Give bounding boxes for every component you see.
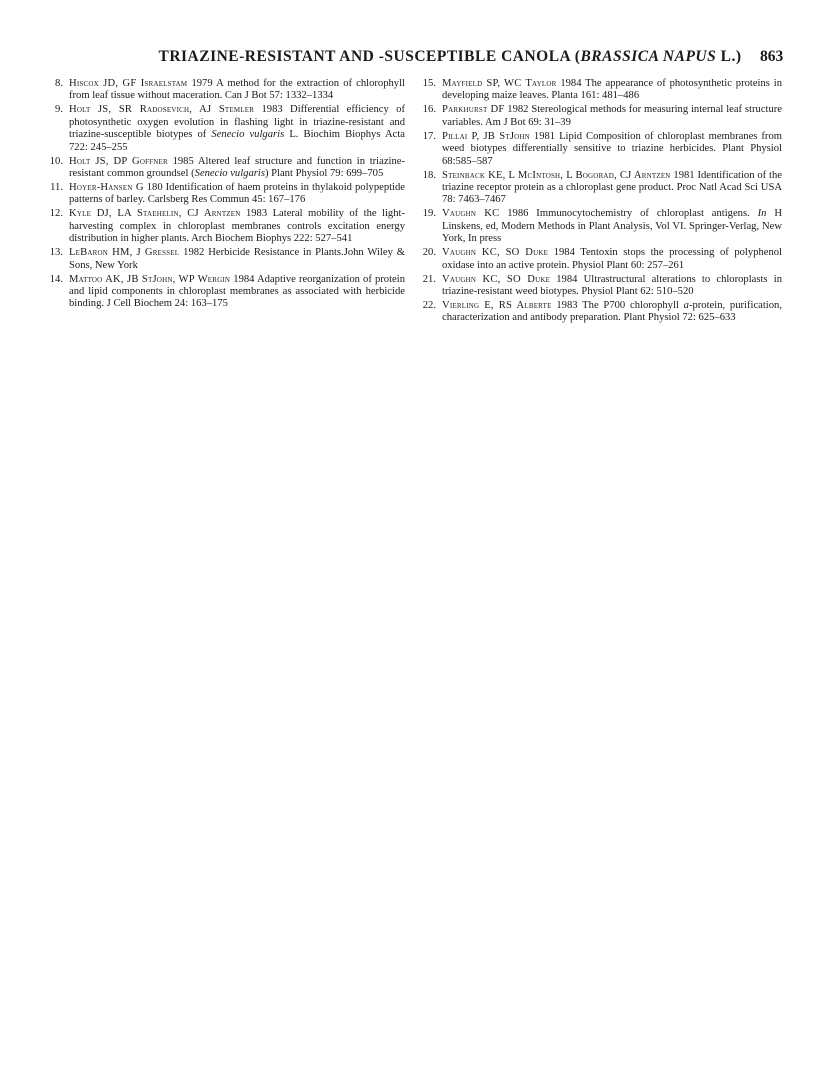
reference-authors: Holt JS, DP Goffner [69,155,168,167]
reference-number: 14. [49,273,63,285]
reference-number: 19. [422,208,436,220]
reference-text: 1984 Tentoxin stops the processing of polyphenol oxidase into an active protein. Physiol Plant 60: 257–261 [442,247,782,271]
reference-italic-text: a [683,300,689,312]
reference-text: 1986 Immunocytochemistry of chloroplast antigens. [499,208,758,220]
reference-entry [418,247,782,272]
reference-text: 1985 Altered leaf structure and function in triazine-resistant common groundsel ( [69,155,405,180]
reference-text: 1983 The P700 chlorophyll [551,300,684,312]
reference-number: 13. [49,247,63,259]
reference-entry [45,78,405,103]
reference-number: 20. [422,247,436,259]
reference-authors: Hoyer-Hansen G [69,182,144,194]
reference-text: 1984 Ultrastructural alterations to chloroplasts in triazine-resistant weed biotypes. Physiol Plant 62: 510–520 [442,273,782,298]
reference-entry [45,104,405,154]
reference-number: 12. [49,208,63,220]
reference-number: 10. [49,155,63,167]
reference-authors: Parkhurst DF [442,104,505,116]
reference-authors: Mattoo AK, JB StJohn, WP Wergin [69,273,231,285]
reference-number: 8. [55,78,63,89]
reference-authors: Kyle DJ, LA Staehelin, CJ Arntzen [69,208,241,220]
reference-text: 1982 Stereological methods for measuring internal leaf structure variables. Am J Bot 69: 31–39 [442,104,782,128]
reference-number: 18. [422,169,436,181]
reference-entry [45,274,405,311]
reference-entry [418,104,782,129]
reference-authors: Vaughn KC [442,208,500,220]
reference-text: 1981 Identification of the triazine receptor protein as a chloroplast gene product. Proc Natl Acad Sci USA 78: 7463–7467 [442,169,782,206]
reference-text: 1984 Adaptive reorganization of protein and lipid components in chloroplast membranes as associated with herbicide binding. J Cell Biochem 24: 163–175 [69,273,405,310]
reference-entry [418,78,782,103]
reference-authors: LeBaron HM, J Gressel [69,247,180,259]
reference-text-continued: -protein, purification, characterization and antibody preparation. Plant Physiol 72: 625–633 [442,300,782,324]
reference-text: 1983 Differential efficiency of photosynthetic oxygen evolution in flashing light in triazine-resistant and triazine-susceptible biotypes of [69,104,405,141]
reference-entry [418,208,782,245]
reference-text: 180 Identification of haem proteins in thylakoid polypeptide patterns of barley. Carlsberg Res Commun 45: 167–176 [69,182,405,206]
reference-entry [418,131,782,168]
reference-entry [418,274,782,299]
reference-authors: Pillai P, JB StJohn [442,130,530,142]
reference-entry [45,208,405,245]
reference-number: 16. [422,104,436,116]
reference-text-continued: L. Biochim Biophys Acta 722: 245–255 [69,129,405,153]
reference-italic-text: Senecio vulgaris [194,168,265,180]
running-header [0,40,816,70]
reference-authors: Hiscox JD, GF Israelstam [69,78,188,89]
reference-number: 9. [55,104,63,116]
reference-text: 1983 Lateral mobility of the light-harvesting complex in chloroplast membranes controls excitation energy distribution in higher plants. Arch Biochem Biophys 222: 527–541 [69,208,405,245]
reference-italic-text: Senecio vulgaris [211,129,285,141]
reference-number: 15. [422,78,436,89]
page-number: 863 [760,48,784,65]
reference-text: 1981 Lipid Composition of chloroplast membranes from weed biotypes differentially sensitive to triazine herbicides. Plant Physiol 68:585–587 [442,130,782,167]
reference-number: 11. [50,182,63,194]
reference-text-continued: H Linskens, ed, Modern Methods in Plant Analysis, Vol VI. Springer-Verlag, New York, In press [442,208,782,245]
reference-text-continued: ) Plant Physiol 79: 699–705 [264,168,384,180]
reference-text: 1982 Herbicide Resistance in Plants.John Wiley & Sons, New York [69,247,405,271]
reference-authors: Steinback KE, L McIntosh, L Bogorad, CJ Arntzen [442,169,671,181]
reference-number: 21. [422,273,436,285]
running-title [140,48,760,66]
references-column-left [45,78,405,312]
reference-italic-text: In [757,208,767,220]
reference-entry [418,170,782,207]
reference-number: 17. [422,130,436,142]
running-title-suffix: L.) [716,48,742,65]
reference-authors: Vaughn KC, SO Duke [442,273,551,285]
reference-authors: Mayfield SP, WC Taylor [442,78,557,89]
references-column-right [418,78,782,326]
reference-number: 22. [422,300,436,312]
running-title-species: BRASSICA NAPUS [580,48,717,65]
reference-authors: Holt JS, SR Radosevich, AJ Stemler [69,104,255,116]
reference-entry [418,300,782,325]
reference-entry [45,182,405,207]
reference-authors: Vaughn KC, SO Duke [442,247,549,259]
reference-text: 1979 A method for the extraction of chlorophyll from leaf tissue without maceration. Can J Bot 57: 1332–1334 [69,78,405,102]
reference-entry [45,156,405,181]
running-title-text: TRIAZINE-RESISTANT AND -SUSCEPTIBLE CANOLA ( [158,48,581,65]
reference-entry [45,247,405,272]
reference-text: 1984 The appearance of photosynthetic proteins in developing maize leaves. Planta 161: 481–486 [442,78,782,102]
reference-authors: Vierling E, RS Alberte [442,300,552,312]
